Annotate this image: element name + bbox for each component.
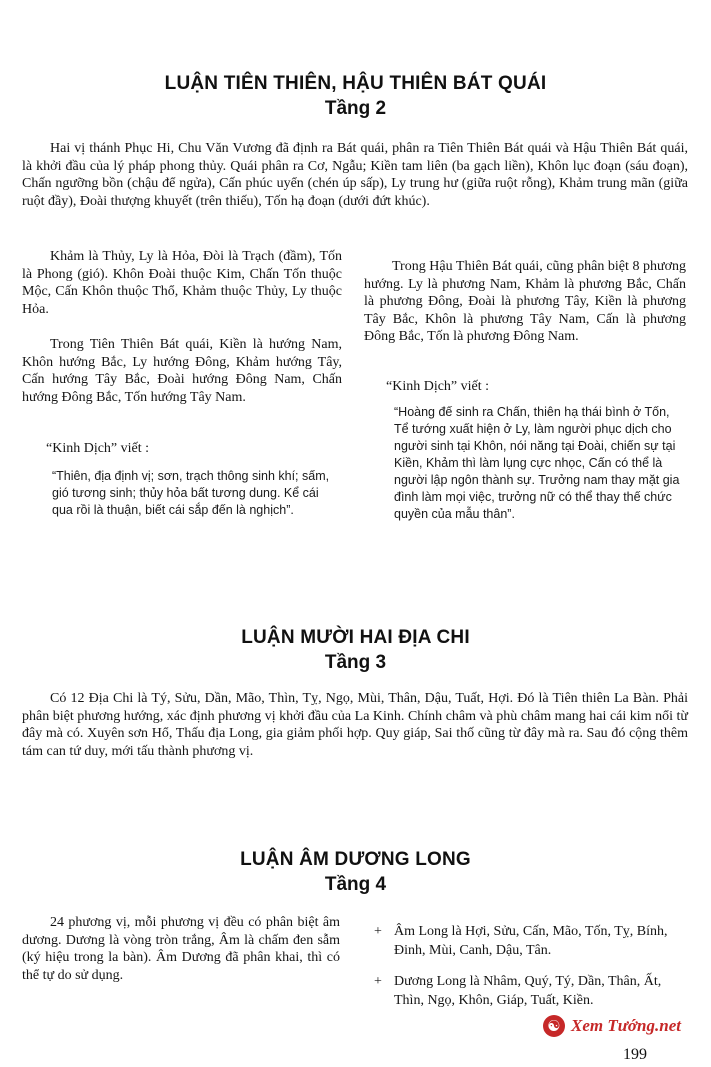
section1-left-quote-label: “Kinh Dịch” viết : bbox=[46, 441, 150, 456]
yin-yang-icon: ☯ bbox=[543, 1015, 565, 1037]
page-number: 199 bbox=[623, 1046, 647, 1063]
section1-left-para1: Khảm là Thủy, Ly là Hỏa, Đòi là Trạch (đầm), Tốn là Phong (gió). Khôn Đoài thuộc Kim, Chấn Tốn thuộc Mộc, Cấn Khôn thuộc Thổ, Khảm thuộc Thủy, Ly thuộc Hỏa. bbox=[22, 249, 342, 317]
section3-subtitle: Tầng 4 bbox=[324, 874, 387, 895]
bullet-text: Dương Long là Nhâm, Quý, Tý, Dần, Thân, Ất, Thìn, Ngọ, Khôn, Giáp, Tuất, Kiền. bbox=[394, 974, 662, 1008]
section3-bullet-duong-long bbox=[374, 972, 674, 1010]
section1-title: LUẬN TIÊN THIÊN, HẬU THIÊN BÁT QUÁI bbox=[164, 73, 547, 94]
site-logo[interactable] bbox=[543, 1010, 703, 1042]
section3-title: LUẬN ÂM DƯƠNG LONG bbox=[240, 849, 471, 870]
section2-heading bbox=[0, 626, 711, 676]
section1-right-quote: “Hoàng đế sinh ra Chấn, thiên hạ thái bình ở Tốn, Tể tướng xuất hiện ở Ly, làm người phục dịch cho người sinh tại Khôn, nói năng tại Đoài, chiến sự tại Kiền, Khảm thì làm lụng cực nhọc, Cấn có thể là người lập ngôn thành sự. Trưởng nam thay mặt gia đình làm mọi việc, trưởng nữ có thể thay thế chức quyền của mẫu thân”. bbox=[394, 405, 680, 521]
section3-bullet-am-long bbox=[374, 922, 674, 960]
section2-title: LUẬN MƯỜI HAI ĐỊA CHI bbox=[241, 627, 470, 648]
section1-right-quote-label: “Kinh Dịch” viết : bbox=[386, 379, 490, 394]
section1-intro: Hai vị thánh Phục Hi, Chu Văn Vương đã định ra Bát quái, phân ra Tiên Thiên Bát quái và Hậu Thiên Bát quái, là khởi đầu của lý pháp phong thủy. Quái phân ra Cơ, Ngẫu; Kiền tam liên (ba gạch liền), Khôn lục đoạn (sáu đoạn), Chấn ngưỡng bồn (chậu để ngửa), Cấn phúc uyển (chén úp sấp), Ly trung hư (giữa ruột rỗng), Khảm trung mãn (giữa ruột đầy), Đoài thượng khuyết (trên thiếu), Tốn hạ đoạn (dưới đứt khúc). bbox=[22, 141, 688, 209]
section3-left-para: 24 phương vị, mỗi phương vị đều có phân biệt âm dương. Dương là vòng tròn trắng, Âm là chấm đen sẫm (ký hiệu trong la bàn). Âm Dương đã phân khai, thì có thể tự do sử dụng. bbox=[22, 915, 340, 983]
section1-right-para1: Trong Hậu Thiên Bát quái, cũng phân biệt 8 phương hướng. Ly là phương Nam, Khảm là phương Bắc, Chấn là phương Đông, Đoài là phương Tây, Kiền là phương Tây Bắc, Khôn là phương Tây Nam, Cấn là phương Đông Bắc, Tốn là phương Đông Nam. bbox=[364, 259, 686, 345]
bullet-mark: + bbox=[374, 924, 382, 939]
section2-body: Có 12 Địa Chi là Tý, Sửu, Dần, Mão, Thìn, Tỵ, Ngọ, Mùi, Thân, Dậu, Tuất, Hợi. Đó là Tiên thiên La Bàn. Phải phân biệt phương hướng, xác định phương vị khởi đầu của La Kinh. Chính châm và phù châm mang hai cái kim nổi từ đây mà có. Xuyên sơn Hổ, Thấu địa Long, gia giảm phối hợp. Quy giáp, Sai thố cũng từ đây mà ra. Sau đó cộng thêm tám can tứ duy, mới tấu thành phương vị. bbox=[22, 691, 688, 759]
bullet-text: Âm Long là Hợi, Sửu, Cấn, Mão, Tốn, Tỵ, Bính, Đinh, Mùi, Canh, Dậu, Tân. bbox=[394, 924, 668, 958]
section1-subtitle: Tầng 2 bbox=[324, 98, 387, 119]
section3-heading bbox=[0, 848, 711, 898]
section2-subtitle: Tầng 3 bbox=[324, 652, 387, 673]
logo-text: Xem Tướng.net bbox=[571, 1016, 681, 1035]
section1-left-quote: “Thiên, địa định vị; sơn, trạch thông sinh khí; sấm, gió tương sinh; thủy hỏa bất tương dung. Kể cái qua rồi là thuận, biết cái sắp đến là nghịch”. bbox=[52, 469, 330, 517]
section1-heading bbox=[0, 72, 711, 122]
bullet-mark: + bbox=[374, 974, 382, 989]
section1-left-para2: Trong Tiên Thiên Bát quái, Kiền là hướng Nam, Khôn hướng Bắc, Ly hướng Đông, Khảm hướng Tây, Cấn hướng Tây Bắc, Đoài hướng Đông Nam, Chấn hướng Đông Bắc, Tốn hướng Tây Nam. bbox=[22, 337, 342, 405]
